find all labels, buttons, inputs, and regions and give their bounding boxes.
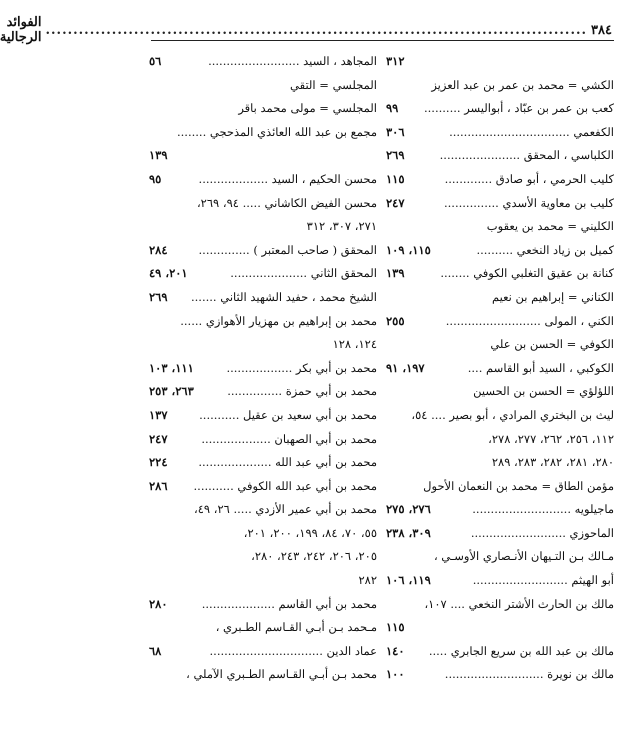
index-entry-line [386, 593, 614, 617]
entry-text: الشيخ محمد ، حفيد الشهيد الثاني ....... [190, 289, 377, 304]
entry-text [409, 50, 614, 74]
index-entry-line [149, 74, 377, 98]
index-entry-line [149, 545, 377, 569]
entry-text: ٢٨٢ [358, 573, 377, 588]
entry-text: الكناني = إبراهيم بن نعيم [491, 289, 614, 304]
entry-pages: ١١٥ [386, 620, 405, 635]
entry-text: محمد بن أبي سعيد بن عقيل ........... [199, 407, 377, 422]
index-entry-line [149, 475, 377, 499]
index-entry-line [386, 522, 614, 546]
entry-text: محمد بن إبراهيم بن مهزيار الأهوازي ...... [180, 313, 377, 328]
entry-pages: ٢٢٤ [149, 455, 168, 470]
index-entry-line [386, 569, 614, 593]
index-entry-line [386, 451, 614, 475]
entry-text: الكوكبي ، السيد أبو القاسم .... [467, 360, 614, 375]
entry-text: مجمع بن عبد الله العائذي المذحجي ........ [176, 124, 377, 139]
index-entry-line [149, 97, 377, 121]
entry-pages: ١٣٧ [149, 407, 168, 422]
index-entry-line [149, 144, 377, 168]
entry-pages: ١٣٩ [149, 148, 168, 163]
index-entry-line [386, 239, 614, 263]
entry-text: المجاهد ، السيد ......................... [208, 54, 377, 68]
entry-text: ٢٧١، ٣٠٧، ٣١٢ [306, 219, 377, 234]
entry-pages: ٢٤٧ [386, 195, 405, 210]
index-entry-line [386, 498, 614, 522]
running-header [0, 15, 612, 45]
index-entry-line [386, 616, 614, 640]
entry-text: ٥٥، ٧٠، ٨٤، ١٩٩، ٢٠٠، ٢٠١، [243, 525, 377, 540]
entry-pages: ١٠٠ [386, 667, 405, 682]
entry-pages: ٥٦ [149, 54, 162, 68]
index-entry-line [386, 97, 614, 121]
index-entry-line [149, 357, 377, 381]
index-entry-line [386, 215, 614, 239]
entry-text: كنانة بن عقيق التغلبي الكوفي ........ [440, 266, 614, 281]
entry-text: المجلسي = مولى محمد باقر [238, 101, 377, 116]
entry-text: مالك بن الحارث الأشتر النخعي .... ١٠٧، [424, 596, 614, 611]
index-entry-line [149, 333, 377, 357]
index-entry-line [149, 192, 377, 216]
index-entry-line [149, 121, 377, 145]
index-entry-line [149, 380, 377, 404]
entry-text: محمد بن أبي حمزة ............... [227, 384, 377, 399]
entry-text: مالك بن عبد الله بن سريع الجابري ..... [428, 643, 614, 658]
entry-text: المجلسي = التقي [290, 77, 377, 92]
index-entry-line [386, 404, 614, 428]
entry-text: الماحوزي .......................... [470, 525, 614, 540]
index-entry-line [386, 121, 614, 145]
index-entry-line [386, 192, 614, 216]
entry-text: كميل بن زياد النخعي .......... [476, 242, 614, 257]
index-entry-line [386, 545, 614, 569]
page-number: ٣٨٤ [591, 22, 612, 38]
entry-text: المحقق الثاني ..................... [230, 266, 377, 281]
index-entry-line [149, 569, 377, 593]
entry-text: ٢٨٠، ٢٨١، ٢٨٢، ٢٨٣، ٢٨٩ [491, 455, 614, 470]
header-rule [151, 40, 614, 41]
entry-text: الكلباسي ، المحقق ...................... [439, 148, 614, 163]
index-entry-line [386, 168, 614, 192]
index-entry-line [386, 663, 614, 687]
index-entry-line [386, 286, 614, 310]
entry-pages: ٢٨٠ [149, 596, 168, 611]
entry-pages: ٣٠٩، ٢٣٨ [386, 525, 431, 540]
entry-pages: ٣٠٦ [386, 124, 405, 139]
entry-pages: ٢٨٤ [149, 242, 168, 257]
index-entry-line [386, 333, 614, 357]
index-entry-line [386, 428, 614, 452]
entry-text: مؤمن الطاق = محمد بن النعمان الأحول [423, 478, 614, 493]
entry-pages: ٢٦٩ [386, 148, 405, 163]
index-entry-line [149, 428, 377, 452]
entry-text: كعب بن عمر بن عبّاد ، أبواليسر .......... [423, 101, 614, 116]
index-entry-line [149, 640, 377, 664]
entry-text: الكشي = محمد بن عمر بن عبد العزيز [431, 77, 614, 92]
index-entry-line [149, 262, 377, 286]
entry-text: مالك بن نويرة ........................... [444, 667, 614, 682]
index-entry-line [386, 357, 614, 381]
index-entry-line [386, 475, 614, 499]
entry-text: محسن الحكيم ، السيد ................... [198, 171, 377, 186]
entry-text [172, 144, 377, 168]
entry-pages: ٢٤٧ [149, 431, 168, 446]
entry-pages: ٢٠١، ٤٩ [149, 266, 188, 281]
entry-text: الكفعمي ................................. [449, 124, 614, 139]
entry-text: محمد بن أبي عبد الله الكوفي ........... [193, 478, 377, 493]
entry-pages: ٢٦٩ [149, 289, 168, 304]
entry-pages: ٢٨٦ [149, 478, 168, 493]
index-entry-line [149, 498, 377, 522]
entry-text: محسن الفيض الكاشاني ..... ٩٤، ٢٦٩، [196, 195, 377, 210]
entry-text: ماجيلويه ........................... [472, 502, 614, 517]
index-entry-line [386, 262, 614, 286]
entry-text: محمد بن أبي الصهبان ................... [201, 431, 377, 446]
entry-text: ليث بن البختري المرادي ، أبو بصير .... ٥٤، [411, 407, 614, 422]
entry-text: ١٢٤، ١٢٨ [332, 337, 377, 352]
header-leader-dots: .................................................................................................. [45, 22, 588, 38]
entry-text: كليب الحرمي ، أبو صادق ............. [444, 171, 614, 186]
index-entry-line [386, 310, 614, 334]
entry-text: محمد بن أبي بكر .................. [226, 360, 377, 375]
entry-pages: ٩٥ [149, 171, 162, 186]
entry-pages: ٩٩ [386, 101, 399, 116]
entry-pages: ٢٦٣، ٢٥٣ [149, 384, 194, 399]
entry-text: الكليني = محمد بن يعقوب [486, 219, 614, 234]
entry-text: محمد بن أبي عمير الأزدي ..... ٢٦، ٤٩، [194, 502, 377, 517]
entry-text: عماد الدين ............................... [209, 643, 377, 658]
index-entry-line [149, 168, 377, 192]
entry-text: المحقق ( صاحب المعتبر ) .............. [198, 242, 377, 257]
entry-pages: ١١١، ١٠٣ [149, 360, 194, 375]
right-column [386, 50, 614, 687]
entry-text: محمد بن أبي القاسم .................... [201, 596, 377, 611]
index-entry-line [149, 310, 377, 334]
entry-text: ٢٠٥، ٢٠٦، ٢٤٢، ٢٤٣، ٢٨٠، [251, 549, 377, 564]
entry-pages: ٢٧٦، ٢٧٥ [386, 502, 431, 517]
entry-text: ١١٢، ٢٥٦، ٢٦٢، ٢٧٧، ٢٧٨، [488, 431, 614, 446]
entry-pages: ٢٥٥ [386, 313, 405, 328]
entry-pages: ٦٨ [149, 643, 162, 658]
index-entry-line [386, 144, 614, 168]
index-entry-line [149, 286, 377, 310]
entry-text: الكوفي = الحسن بن علي [490, 337, 614, 352]
index-entry-line [149, 404, 377, 428]
entry-text: مـحمد بـن أبـي القـاسم الطـبري ، [215, 620, 377, 635]
entry-pages: ١١٥ [386, 171, 405, 186]
index-entry-line [149, 215, 377, 239]
index-entry-line [149, 451, 377, 475]
running-title: الفوائد الرجالية [0, 15, 42, 45]
entry-text: أبو الهيثم .......................... [472, 573, 614, 588]
entry-pages: ٣١٢ [386, 54, 405, 68]
index-entry-line [149, 593, 377, 617]
index-entry-line [386, 380, 614, 404]
index-entry-line [149, 663, 377, 687]
index-entry-line [149, 522, 377, 546]
entry-pages: ١١٩، ١٠٦ [386, 573, 431, 588]
left-column [149, 50, 377, 687]
entry-text: مـالك بـن التـيهان الأنـصاري الأوسـي ، [433, 549, 614, 564]
entry-text: اللؤلؤي = الحسن بن الحسين [473, 384, 614, 399]
entry-text [409, 616, 614, 640]
index-entry-line [386, 74, 614, 98]
index-entry-line [149, 50, 377, 74]
entry-pages: ١٣٩ [386, 266, 405, 281]
entry-text: محمد بـن أبـي القـاسم الطـبري الآملي ، [186, 667, 377, 682]
entry-pages: ١١٥، ١٠٩ [386, 242, 431, 257]
index-entry-line [149, 239, 377, 263]
index-entry-line [149, 616, 377, 640]
entry-text: كليب بن معاوية الأسدي ............... [443, 195, 614, 210]
index-entry-line [386, 640, 614, 664]
entry-text: محمد بن أبي عبد الله .................... [198, 455, 377, 470]
index-entry-line [386, 50, 614, 74]
entry-text: الكني ، المولى .......................... [445, 313, 614, 328]
entry-pages: ١٩٧، ٩١ [386, 360, 425, 375]
entry-pages: ١٤٠ [386, 643, 405, 658]
